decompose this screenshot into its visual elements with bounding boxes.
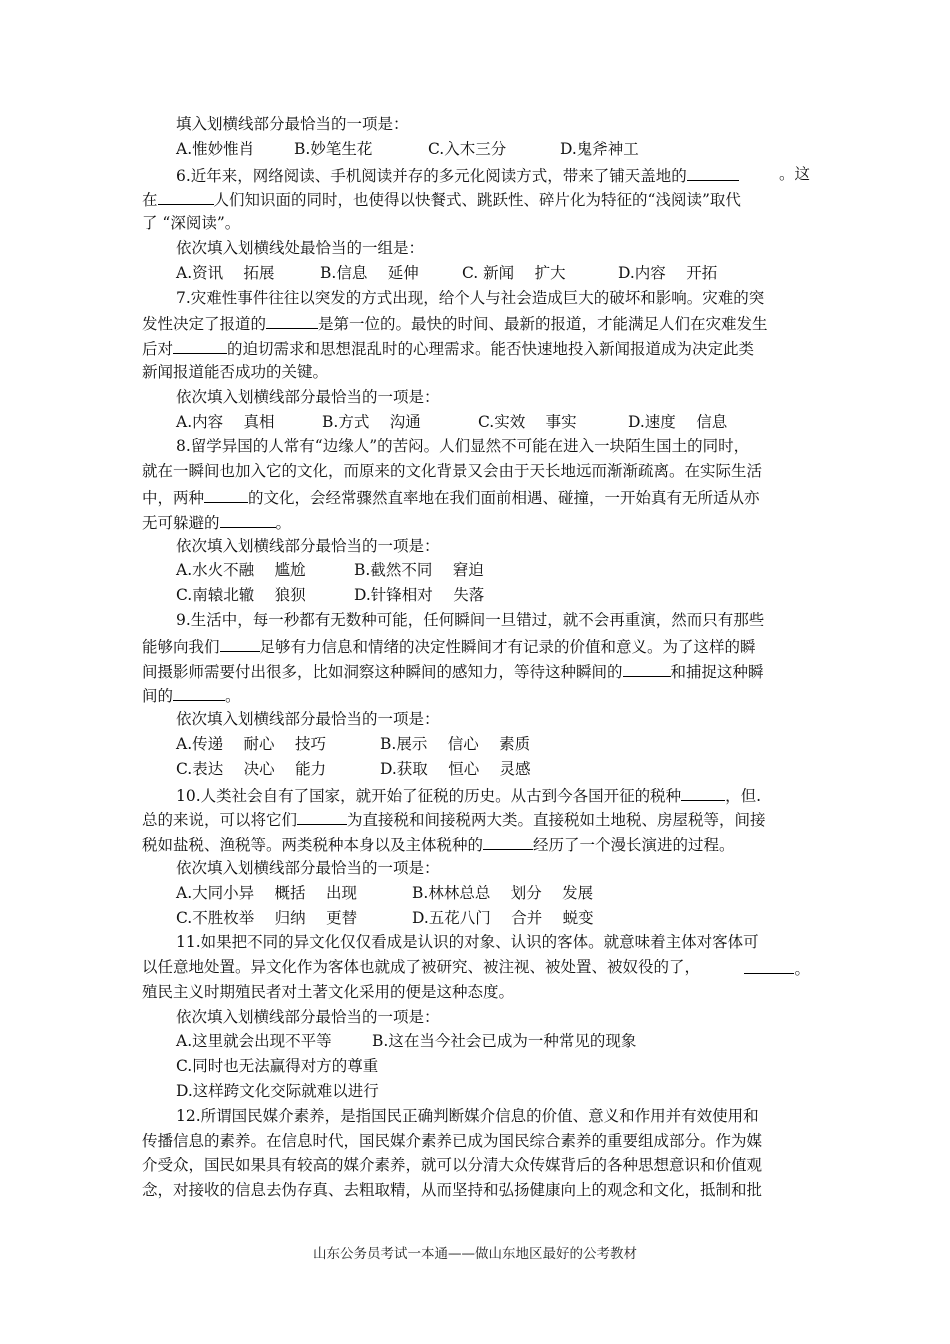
q7-options xyxy=(142,410,810,435)
q7-text-3b: 的迫切需求和思想混乱时的心理需求。能否快速地投入新闻报道成为决定此类 xyxy=(227,340,755,359)
q9-option-c: C.表达 决心 能力 xyxy=(176,759,327,778)
q10-text-3b: 经历了一个漫长演进的过程。 xyxy=(533,836,735,855)
q10-text-2a: 总的来说，可以将它们 xyxy=(142,811,298,830)
q9-prompt: 依次填入划横线部分最恰当的一项是： xyxy=(176,710,440,729)
q12-line-3: 介受众，国民如果具有较高的媒介素养，就可以分清大众传媒背后的各种思想意识和价值观 xyxy=(142,1156,763,1175)
q10-option-d: D.五花八门 合并 蜕变 xyxy=(412,908,594,927)
q6-option-c: C. 新闻 扩大 xyxy=(462,263,566,282)
q5-option-b: B.妙笔生花 xyxy=(294,139,373,158)
q8-text-4a: 无可躲避的 xyxy=(142,513,220,532)
q9-options-row-1 xyxy=(142,732,810,757)
q6-option-d: D.内容 开拓 xyxy=(618,263,718,282)
document-page xyxy=(142,112,810,1203)
q12-line-2: 传播信息的素养。在信息时代，国民媒介素养已成为国民综合素养的重要组成部分。作为媒 xyxy=(142,1131,763,1150)
q11-option-c: C.同时也无法赢得对方的尊重 xyxy=(176,1057,379,1076)
q10-text-1b: ，但. xyxy=(725,786,762,805)
q8-line-2: 就在一瞬间也加入它的文化，而原来的文化背景又会由于天长地远而渐渐疏离。在实际生活 xyxy=(142,462,763,481)
q9-line-4 xyxy=(142,682,810,707)
q7-text-3a: 后对 xyxy=(142,340,174,359)
q11-line-1: 11.如果把不同的异文化仅仅看成是认识的对象、认识的客体。就意味着主体对客体可 xyxy=(176,933,759,952)
q5-prompt: 填入划横线部分最恰当的一项是： xyxy=(176,115,409,133)
fill-blank xyxy=(220,509,276,528)
q6-text-1a: 6.近年来，网络阅读、手机阅读并存的多元化阅读方式，带来了铺天盖地的 xyxy=(176,166,687,185)
q9-text-2a: 能够向我们 xyxy=(142,637,220,656)
q10-option-c: C.不胜枚举 归纳 更替 xyxy=(176,908,358,927)
q11-option-a: A.这里就会出现不平等 xyxy=(176,1032,332,1051)
q7-prompt: 依次填入划横线部分最恰当的一项是： xyxy=(176,387,440,406)
q10-line-1 xyxy=(142,782,810,807)
q6-option-a: A.资讯 拓展 xyxy=(176,263,275,282)
q10-text-1a: 10.人类社会自有了国家，就开始了征税的历史。从古到今各国开征的税种 xyxy=(176,786,682,805)
q8-line-3 xyxy=(142,484,810,509)
q7-option-d: D.速度 信息 xyxy=(628,412,728,431)
q8-text-3a: 中，两种 xyxy=(142,488,205,507)
page-footer: 山东公务员考试一本通——做山东地区最好的公考教材 xyxy=(313,1246,637,1262)
q9-line-3 xyxy=(142,658,810,683)
q8-option-a: A.水火不融 尴尬 xyxy=(176,561,306,580)
q7-line-3 xyxy=(142,335,810,360)
fill-blank xyxy=(297,806,347,825)
q5-option-c: C.入木三分 xyxy=(428,139,507,158)
q9-option-b: B.展示 信心 素质 xyxy=(380,734,531,753)
fill-blank xyxy=(483,831,533,850)
q8-option-c: C.南辕北辙 狼狈 xyxy=(176,586,306,605)
q9-line-2 xyxy=(142,633,810,658)
q9-text-2b: 足够有力信息和情绪的决定性瞬间才有记录的价值和意义。为了这样的瞬 xyxy=(259,637,756,656)
q7-line-4: 新闻报道能否成功的关键。 xyxy=(142,362,329,381)
q7-option-c: C.实效 事实 xyxy=(478,412,577,431)
q7-line-1: 7.灾难性事件往往以突发的方式出现，给个人与社会造成巨大的破坏和影响。灾难的突 xyxy=(176,288,765,307)
q6-options xyxy=(142,261,810,286)
q6-line-2 xyxy=(142,186,810,211)
q8-options-row-2 xyxy=(142,583,810,608)
fill-blank xyxy=(623,658,671,677)
q11-prompt: 依次填入划横线部分最恰当的一项是： xyxy=(176,1007,440,1026)
fill-blank xyxy=(220,633,260,652)
fill-blank xyxy=(173,335,227,354)
q8-line-1: 8.留学异国的人常有“边缘人”的苦闷。人们显然不可能在进入一块陌生国土的同时， xyxy=(176,437,750,456)
q5-option-d: D.鬼斧神工 xyxy=(560,139,639,158)
q8-options-row-1 xyxy=(142,558,810,583)
q7-option-b: B.方式 沟通 xyxy=(322,412,421,431)
q10-line-2 xyxy=(142,806,810,831)
q12-line-4: 念，对接收的信息去伪存真、去粗取精，从而坚持和弘扬健康向上的观念和文化，抵制和批 xyxy=(142,1181,763,1200)
q9-option-a: A.传递 耐心 技巧 xyxy=(176,734,326,753)
fill-blank xyxy=(158,186,214,205)
fill-blank xyxy=(204,484,248,503)
q6-text-1b: 。这 xyxy=(778,164,810,183)
q11-line-3: 殖民主义时期殖民者对土著文化采用的便是这种态度。 xyxy=(142,982,515,1001)
q11-line-2 xyxy=(142,955,810,980)
q7-line-2 xyxy=(142,310,810,335)
q10-text-2b: 为直接税和间接税两大类。直接税如土地税、房屋税等，间接 xyxy=(347,811,766,830)
q10-option-b: B.林林总总 划分 发展 xyxy=(412,883,594,902)
q11-text-2a: 以任意地处置。异文化作为客体也就成了被研究、被注视、被处置、被奴役的了， xyxy=(142,958,701,977)
q10-line-3 xyxy=(142,831,810,856)
fill-blank xyxy=(687,162,739,181)
q9-text-3b: 和捕捉这种瞬 xyxy=(670,662,764,681)
q9-option-d: D.获取 恒心 灵感 xyxy=(380,759,531,778)
q6-prompt: 依次填入划横线处最恰当的一组是： xyxy=(176,238,425,257)
q11-text-2b: 。 xyxy=(794,960,810,979)
q10-prompt: 依次填入划横线部分最恰当的一项是： xyxy=(176,858,440,877)
q6-line-3: 了 “深阅读”。 xyxy=(142,214,241,233)
q9-text-4b: 。 xyxy=(225,687,241,706)
q8-text-4b: 。 xyxy=(275,513,292,532)
q8-line-4 xyxy=(142,509,810,534)
q10-options-row-2 xyxy=(142,906,810,931)
q6-line-1 xyxy=(142,162,810,187)
q8-prompt: 依次填入划横线部分最恰当的一项是： xyxy=(176,536,440,555)
q8-text-3b: 的文化，会经常骤然直率地在我们面前相遇、碰撞，一开始真有无所适从亦 xyxy=(248,488,760,507)
q9-line-1: 9.生活中，每一秒都有无数种可能，任何瞬间一旦错过，就不会再重演，然而只有那些 xyxy=(176,610,765,629)
q8-option-b: B.截然不同 窘迫 xyxy=(354,561,484,580)
q6-option-b: B.信息 延伸 xyxy=(320,263,419,282)
fill-blank xyxy=(681,782,725,801)
q7-text-2a: 发性决定了报道的 xyxy=(142,315,267,334)
q10-text-3a: 税如盐税、渔税等。两类税种本身以及主体税种的 xyxy=(142,836,484,855)
q5-option-a: A.惟妙惟肖 xyxy=(176,139,255,158)
q12-line-1: 12.所谓国民媒介素养，是指国民正确判断媒介信息的价值、意义和作用并有效使用和 xyxy=(176,1106,759,1125)
q6-text-2a: 在 xyxy=(142,191,158,210)
q9-text-3a: 间摄影师需要付出很多，比如洞察这种瞬间的感知力，等待这种瞬间的 xyxy=(142,662,623,681)
q10-option-a: A.大同小异 概括 出现 xyxy=(176,883,357,902)
q11-option-b: B.这在当今社会已成为一种常见的现象 xyxy=(372,1032,637,1051)
q5-options xyxy=(142,137,810,162)
q8-option-d: D.针锋相对 失落 xyxy=(354,586,485,605)
q10-options-row-1 xyxy=(142,881,810,906)
fill-blank xyxy=(266,310,318,329)
q9-options-row-2 xyxy=(142,757,810,782)
q7-option-a: A.内容 真相 xyxy=(176,412,275,431)
fill-blank xyxy=(173,682,225,701)
q9-text-4a: 间的 xyxy=(142,687,174,706)
q7-text-2b: 是第一位的。最快的时间、最新的报道，才能满足人们在灾难发生 xyxy=(318,315,768,334)
q11-option-d: D.这样跨文化交际就难以进行 xyxy=(176,1082,379,1101)
fill-blank xyxy=(744,955,794,974)
q6-text-2b: 人们知识面的同时，也使得以快餐式、跳跃性、碎片化为特征的“浅阅读”取代 xyxy=(213,191,741,210)
q11-options-row-1 xyxy=(142,1029,810,1054)
